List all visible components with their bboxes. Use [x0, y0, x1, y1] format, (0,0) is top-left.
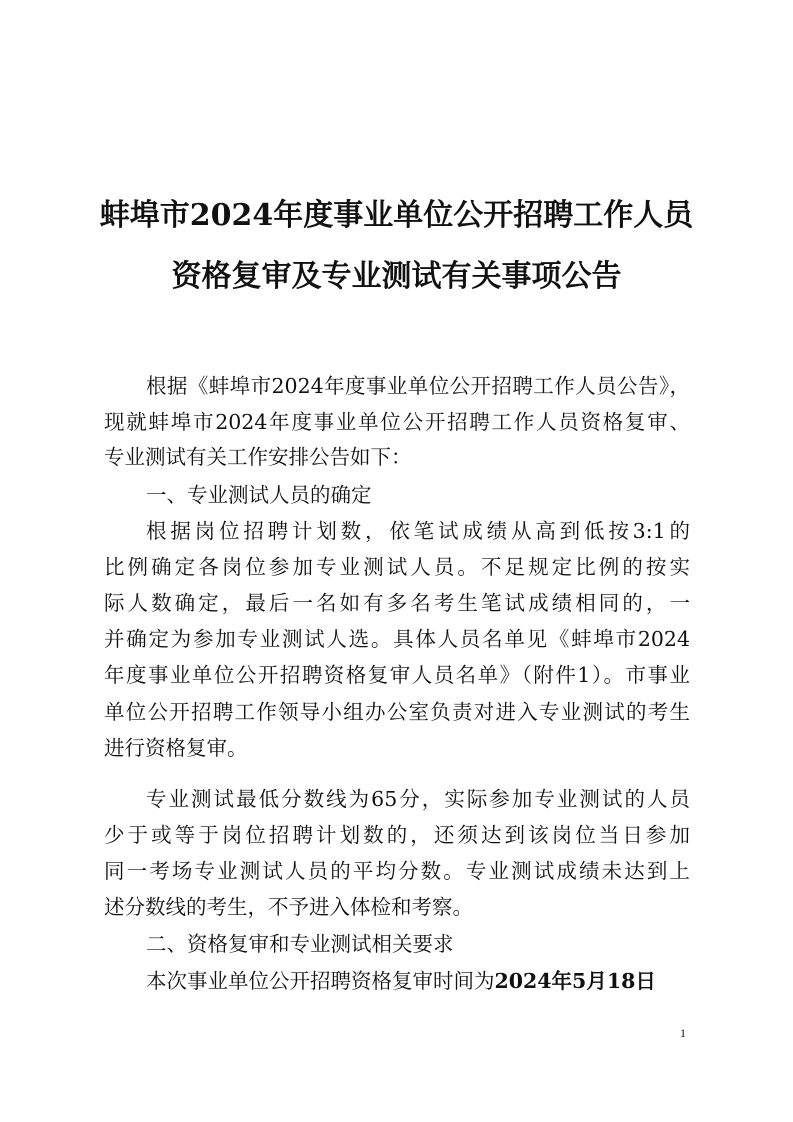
section-1-p1-line-3: 际人数确定，最后一名如有多名考生笔试成绩相同的，一: [104, 591, 690, 615]
document-title-line-2: 资格复审及专业测试有关事项公告: [171, 259, 622, 294]
section-1-p1-line-1: 根据岗位招聘计划数，依笔试成绩从高到低按3:1的: [146, 519, 690, 543]
section-1-p2-line-2: 少于或等于岗位招聘计划数的，还须达到该岗位当日参加: [104, 823, 690, 847]
section-1-p1-line-2: 比例确定各岗位参加专业测试人员。不足规定比例的按实: [104, 555, 690, 579]
section-1-heading: 一、专业测试人员的确定: [146, 483, 372, 507]
page-number: 1: [680, 1026, 686, 1040]
section-1-p1-line-5: 年度事业单位公开招聘资格复审人员名单》（附件1）。市事业: [104, 663, 690, 687]
review-date: 2024年5月18日: [494, 969, 656, 993]
review-time-text: 本次事业单位公开招聘资格复审时间为: [146, 969, 495, 993]
section-1-p2-line-3: 同一考场专业测试人员的平均分数。专业测试成绩未达到上: [104, 859, 690, 883]
intro-line-2: 现就蚌埠市2024年度事业单位公开招聘工作人员资格复审、: [104, 410, 690, 434]
section-2-heading: 二、资格复审和专业测试相关要求: [146, 932, 454, 956]
section-1-p1-line-7: 进行资格复审。: [104, 736, 248, 760]
intro-line-1: 根据《蚌埠市2024年度事业单位公开招聘工作人员公告》，: [146, 374, 690, 398]
document-title-line-1: 蚌埠市2024年度事业单位公开招聘工作人员: [99, 198, 694, 233]
section-1-p2-line-1: 专业测试最低分数线为65分，实际参加专业测试的人员: [146, 787, 690, 811]
section-1-p2-line-4: 述分数线的考生，不予进入体检和考察。: [104, 895, 473, 919]
section-1-p1-line-6: 单位公开招聘工作领导小组办公室负责对进入专业测试的考生: [104, 700, 690, 724]
section-1-p1-line-4: 并确定为参加专业测试人选。具体人员名单见《蚌埠市2024: [104, 627, 690, 651]
intro-line-3: 专业测试有关工作安排公告如下：: [104, 445, 412, 469]
section-2-p1-line-1: [146, 966, 690, 996]
